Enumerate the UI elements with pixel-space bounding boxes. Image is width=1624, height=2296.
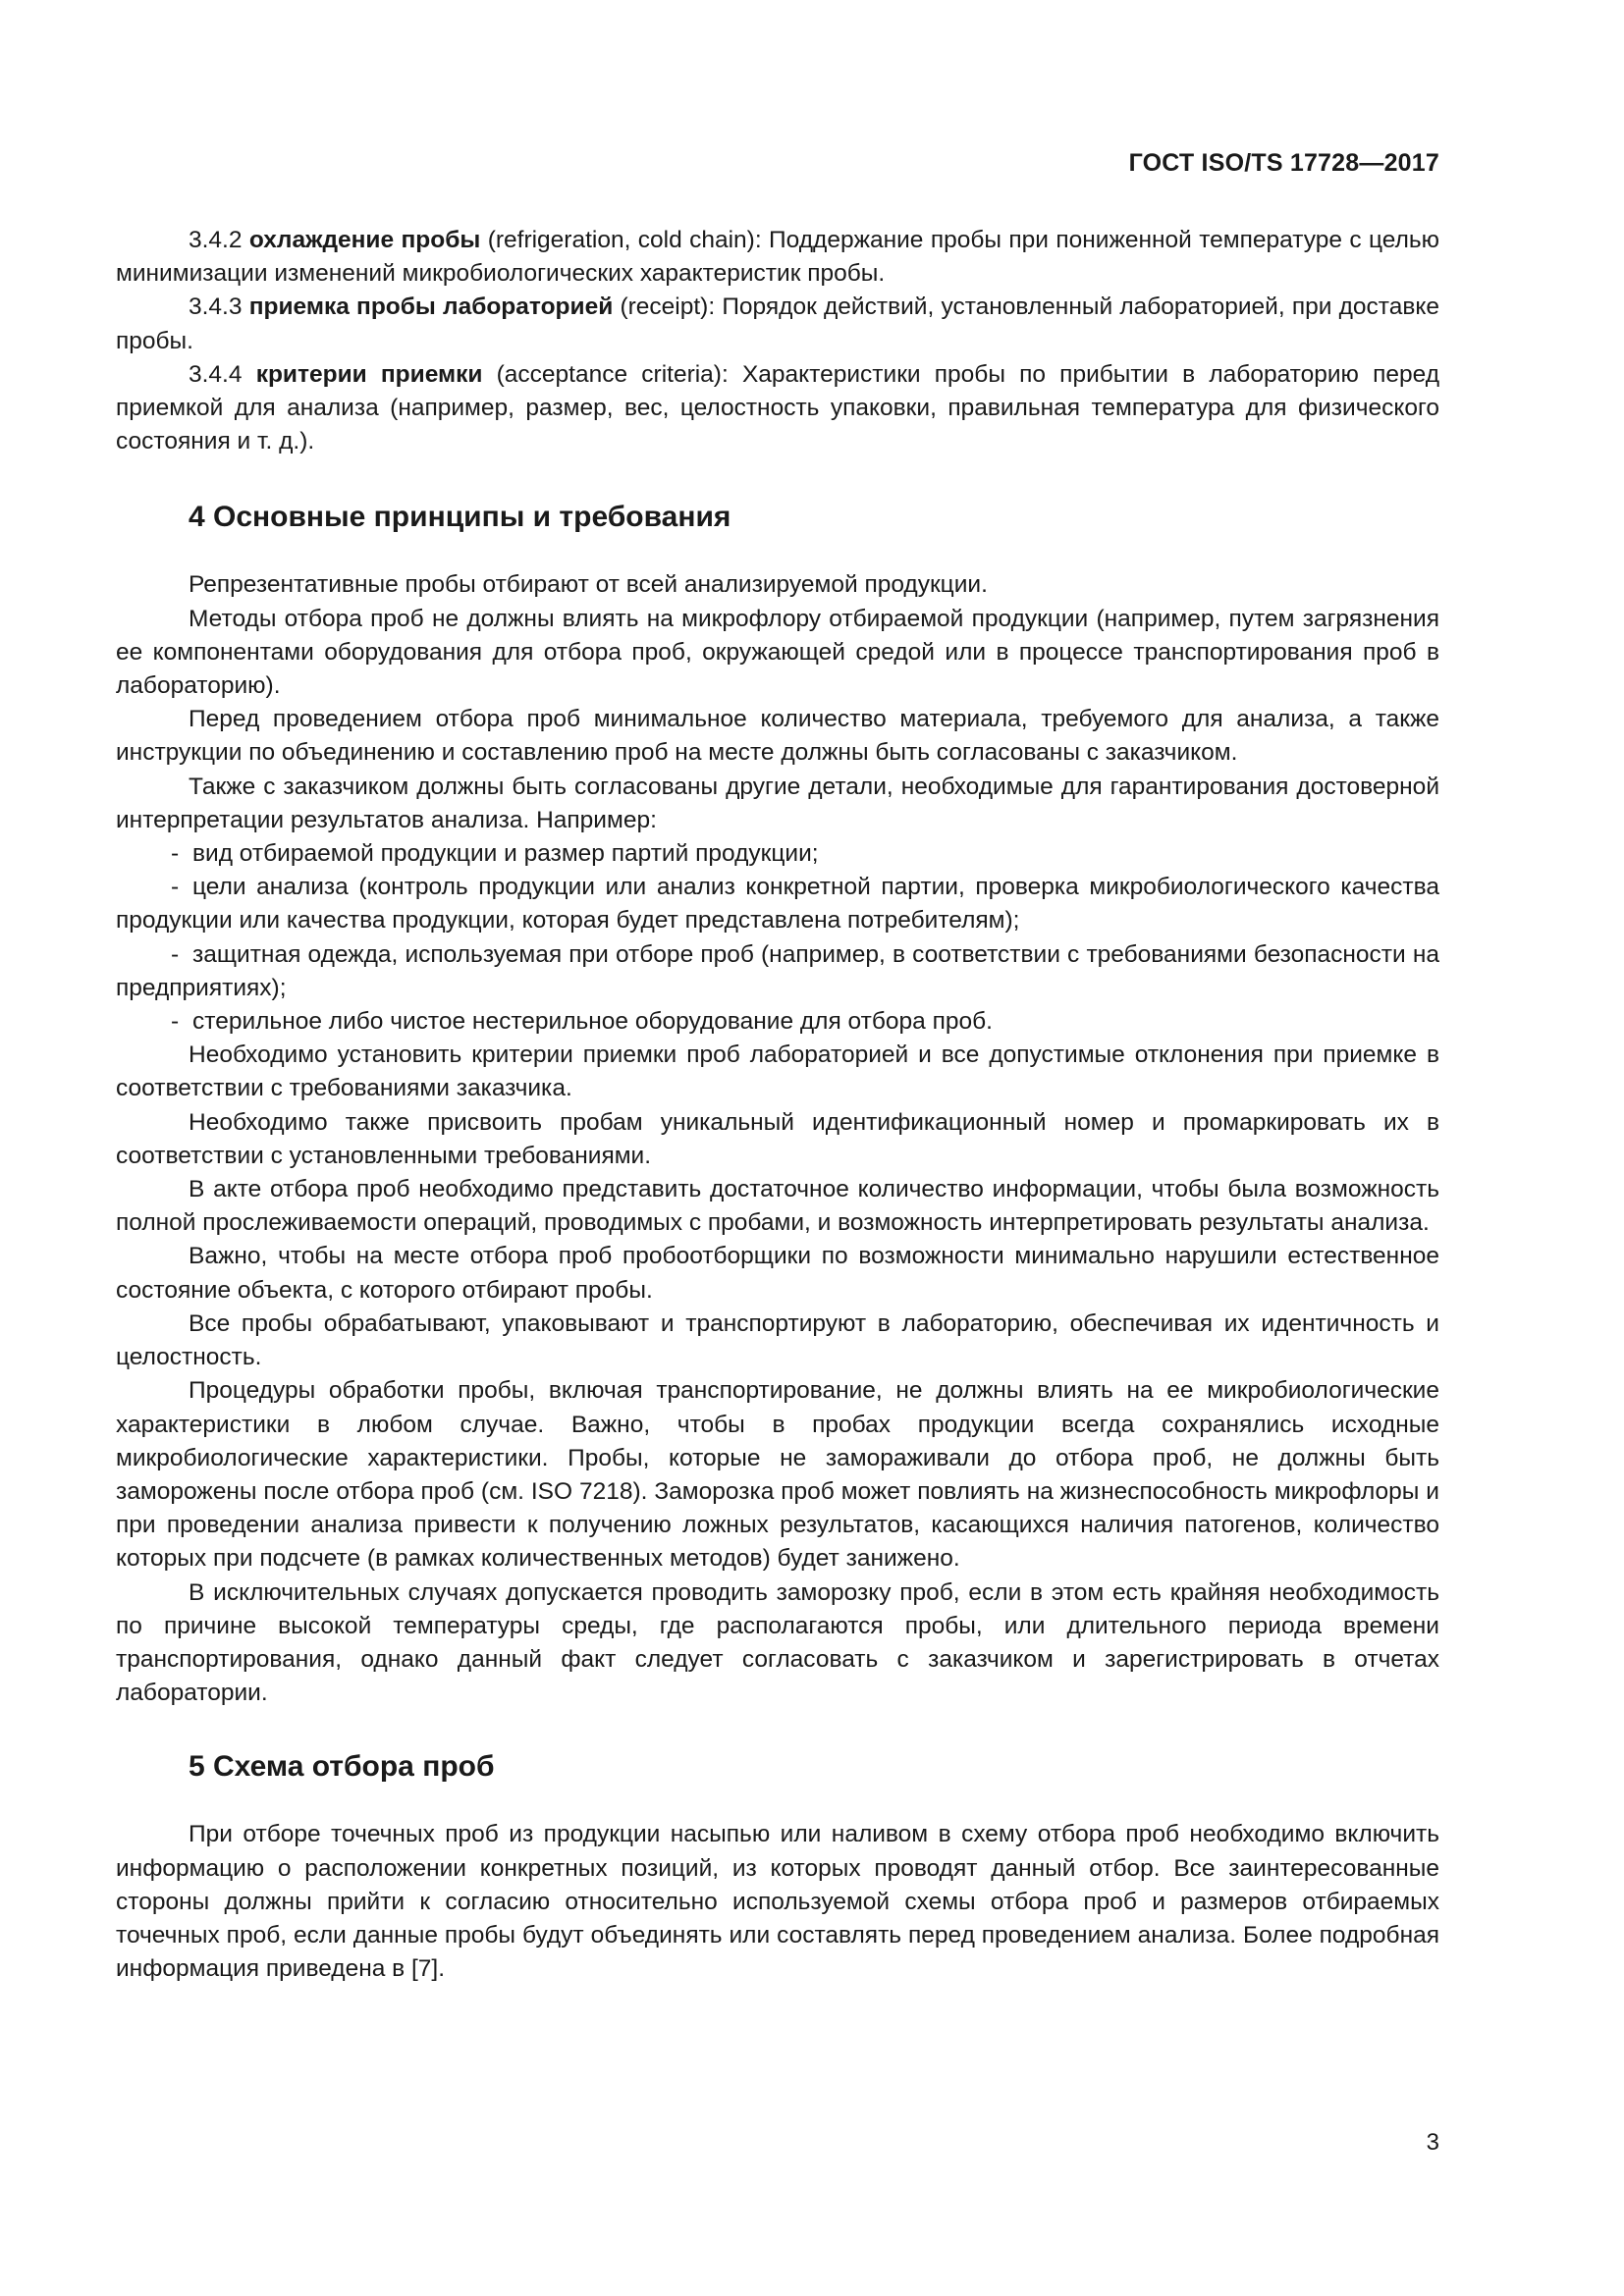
paragraph: В акте отбора проб необходимо представить достаточное количество информации, чтобы была возможность полной прослеживаемости операций, проводимых с пробами, и возможность интерпретировать результаты анализа.	[116, 1176, 1439, 1237]
paragraph: Необходимо также присвоить пробам уникальный идентификационный номер и промаркировать их в соответствии с установленными требованиями.	[116, 1108, 1439, 1169]
page-number: 3	[1426, 2129, 1439, 2156]
paragraph: Также с заказчиком должны быть согласованы другие детали, необходимые для гарантирования достоверной интерпретации результатов анализа. Например:	[116, 773, 1439, 833]
page-content	[116, 224, 1439, 1986]
paragraph: Методы отбора проб не должны влиять на микрофлору отбираемой продукции (например, путем загрязнения ее компонентами оборудования для отбора проб, окружающей средой или в процессе транспортирования проб в лабораторию).	[116, 605, 1439, 700]
document-code-header: ГОСТ ISO/TS 17728—2017	[1128, 149, 1439, 177]
paragraph: Репрезентативные пробы отбирают от всей анализируемой продукции.	[189, 571, 988, 599]
section-4-heading: 4 Основные принципы и требования	[189, 501, 731, 534]
paragraph: При отборе точечных проб из продукции насыпью или наливом в схему отбора проб необходимо включить информацию о расположении конкретных позиций, из которых проводят данный отбор. Все заинтересованные стороны должны прийти к согласию относительно используемой схемы отбора проб и размеров отбираемых точечных проб, если данные пробы будут объединять или составлять перед проведением анализа. Более подробная информация приведена в [7].	[116, 1821, 1439, 1983]
definition-term: охлаждение пробы	[248, 227, 481, 253]
list-item: - цели анализа (контроль продукции или анализ конкретной партии, проверка микробиологического качества продукции или качества продукции, которая будет представлена потребителям);	[116, 874, 1439, 934]
paragraph: Перед проведением отбора проб минимальное количество материала, требуемого для анализа, а также инструкции по объединению и составлению проб на месте должны быть согласованы с заказчиком.	[116, 706, 1439, 767]
section-5-heading: 5 Схема отбора проб	[189, 1750, 495, 1784]
definition-3-4-4: 3.4.4 критерии приемки (acceptance criteria): Характеристики пробы по прибытии в лабораторию перед приемкой для анализа (например, размер, вес, целостность упаковки, правильная температура для физического состояния и т. д.).	[116, 360, 1440, 455]
paragraph: Важно, чтобы на месте отбора проб пробоотборщики по возможности минимально нарушили естественное состояние объекта, с которого отбирают пробы.	[116, 1243, 1439, 1304]
paragraph: Необходимо установить критерии приемки проб лабораторией и все допустимые отклонения при приемке в соответствии с требованиями заказчика.	[116, 1041, 1439, 1102]
list-item: - вид отбираемой продукции и размер партий продукции;	[171, 840, 819, 868]
definition-3-4-3: 3.4.3 приемка пробы лабораторией (receipt): Порядок действий, установленный лабораторией, при доставке пробы.	[116, 294, 1439, 354]
definition-term: приемка пробы лабораторией	[248, 294, 614, 321]
list-item: - стерильное либо чистое нестерильное оборудование для отбора проб.	[171, 1008, 993, 1036]
paragraph: В исключительных случаях допускается проводить заморозку проб, если в этом есть крайняя необходимость по причине высокой температуры среды, где располагаются пробы, или длительного периода времени транспортирования, однако данный факт следует согласовать с заказчиком и зарегистрировать в отчетах лаборатории.	[116, 1578, 1439, 1707]
definition-3-4-2: 3.4.2 охлаждение пробы (refrigeration, cold chain): Поддержание пробы при пониженной температуре с целью минимизации изменений микробиологических характеристик пробы.	[116, 227, 1440, 288]
paragraph: Все пробы обрабатывают, упаковывают и транспортируют в лабораторию, обеспечивая их идентичность и целостность.	[116, 1309, 1439, 1371]
list-item: - защитная одежда, используемая при отборе проб (например, в соответствии с требованиями безопасности на предприятиях);	[116, 940, 1439, 1001]
paragraph: Процедуры обработки пробы, включая транспортирование, не должны влиять на ее микробиологические характеристики в любом случае. Важно, чтобы в пробах продукции всегда сохранялись исходные микробиологические характеристики. Пробы, которые не замораживали до отбора проб, не должны быть заморожены после отбора проб (см. ISO 7218). Заморозка проб может повлиять на жизнеспособность микрофлоры и при проведении анализа привести к получению ложных результатов, касающихся наличия патогенов, количество которых при подсчете (в рамках количественных методов) будет занижено.	[116, 1377, 1439, 1573]
definition-term: критерии приемки	[255, 360, 483, 388]
document-page	[116, 0, 1439, 2296]
